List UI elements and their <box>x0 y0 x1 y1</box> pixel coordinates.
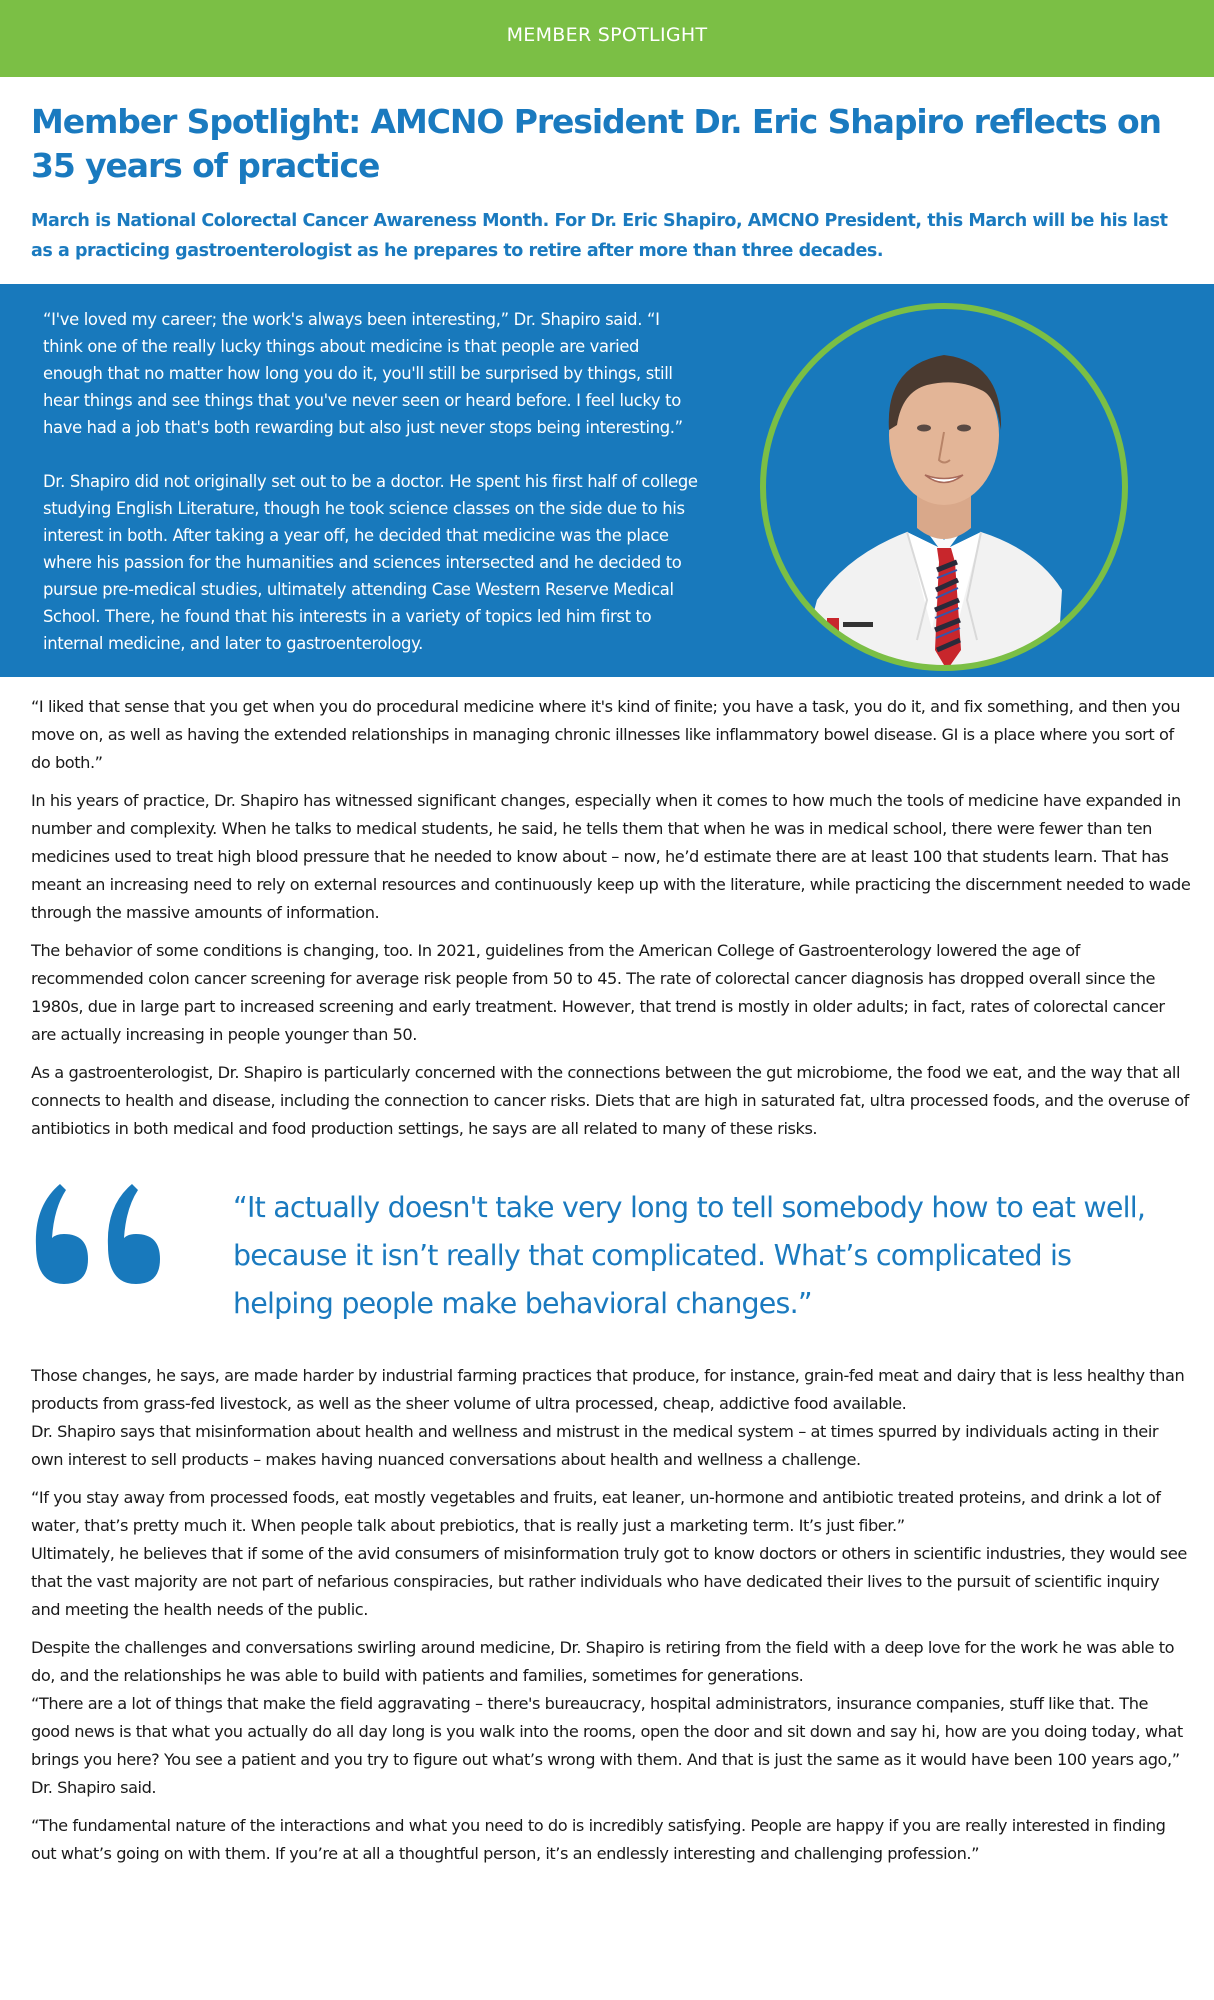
body-paragraph: Ultimately, he believes that if some of the avid consumers of misinformation truly got to know doctors or others in scientific industries, they would see that the vast majority are not part of nefarious conspiracies, but rather individuals who have dedicated their lives to the pursuit of scientific inquiry and meeting the health needs of the public. <box>31 1544 1187 1619</box>
body-paragraph: In his years of practice, Dr. Shapiro has witnessed significant changes, especially when it comes to how much the tools of medicine have expanded in number and complexity. When he talks to medical students, he said, he tells them that when he was in medical school, there were fewer than ten medicines used to treat high blood pressure that he needed to know about – now, he’d estimate there are at least 100 that students learn. That has meant an increasing need to rely on external resources and continuously keep up with the literature, while practicing the discernment needed to wade through the massive amounts of information. <box>31 791 1191 922</box>
body-paragraph: “If you stay away from processed foods, eat mostly vegetables and fruits, eat leaner, un-hormone and antibiotic treated proteins, and drink a lot of water, that’s pretty much it. When people talk about prebiotics, that is really just a marketing term. It’s just fiber.” <box>31 1488 1161 1535</box>
article-body-bottom <box>31 1362 1191 1878</box>
body-paragraph: Despite the challenges and conversations swirling around medicine, Dr. Shapiro is retiring from the field with a deep love for the work he was able to do, and the relationships he was able to build with patients and families, sometimes for generations. <box>31 1638 1175 1685</box>
body-paragraph: “I liked that sense that you get when you do procedural medicine where it's kind of finite; you have a task, you do it, and fix something, and then you move on, as well as having the extended relationships in managing chronic illnesses like inflammatory bowel disease. GI is a place where you sort of do both.” <box>31 697 1181 772</box>
feature-text <box>43 306 703 684</box>
quote-open-icon <box>30 1184 166 1286</box>
body-paragraph: “The fundamental nature of the interactions and what you need to do is incredibly satisfying. People are happy if you are really interested in finding out what’s going on with them. If you’re at all a thoughtful person, it’s an endlessly interesting and challenging profession.” <box>31 1816 1166 1863</box>
section-label: MEMBER SPOTLIGHT <box>506 24 708 46</box>
article-body-top <box>31 693 1191 1153</box>
body-paragraph: Those changes, he says, are made harder by industrial farming practices that produce, for instance, grain-fed meat and dairy that is less healthy than products from grass-fed livestock, as well as the sheer volume of ultra processed, cheap, addictive food available. <box>31 1366 1185 1413</box>
feature-paragraph: Dr. Shapiro did not originally set out to be a doctor. He spent his first half of college studying English Literature, though he took science classes on the side due to his interest in both. After taking a year off, he decided that medicine was the place where his passion for the humanities and sciences intersected and he decided to pursue pre-medical studies, ultimately attending Case Western Reserve Medical School. There, he found that his interests in a variety of topics led him first to internal medicine, and later to gastroenterology. <box>43 472 698 653</box>
article-subtitle: March is National Colorectal Cancer Awareness Month. For Dr. Eric Shapiro, AMCNO President, this March will be his last as a practicing gastroenterologist as he prepares to retire after more than three decades. <box>31 211 1168 261</box>
pull-quote <box>0 1170 1214 1320</box>
feature-paragraph: “I've loved my career; the work's always been interesting,” Dr. Shapiro said. “I think one of the really lucky things about medicine is that people are varied enough that no matter how long you do it, you'll still be surprised by things, still hear things and see things that you've never seen or heard before. I feel lucky to have had a job that's both rewarding but also just never stops being interesting.” <box>43 310 683 437</box>
body-paragraph: “There are a lot of things that make the field aggravating – there's bureaucracy, hospital administrators, insurance companies, stuff like that. The good news is that what you actually do all day long is you walk into the rooms, open the door and sit down and say hi, how are you doing today, what brings you here? You see a patient and you try to figure out what’s wrong with them. And that is just the same as it would have been 100 years ago,” Dr. Shapiro said. <box>31 1694 1183 1797</box>
section-header-bar <box>0 0 1214 77</box>
article-title: Member Spotlight: AMCNO President Dr. Eric Shapiro reflects on 35 years of practice <box>31 102 1161 185</box>
body-paragraph: The behavior of some conditions is changing, too. In 2021, guidelines from the American College of Gastroenterology lowered the age of recommended colon cancer screening for average risk people from 50 to 45. The rate of colorectal cancer diagnosis has dropped overall since the 1980s, due in large part to increased screening and early treatment. However, that trend is mostly in older adults; in fact, rates of colorectal cancer are actually increasing in people younger than 50. <box>31 941 1165 1044</box>
body-paragraph: Dr. Shapiro says that misinformation about health and wellness and mistrust in the medical system – at times spurred by individuals acting in their own interest to sell products – makes having nuanced conversations about health and wellness a challenge. <box>31 1422 1159 1469</box>
pull-quote-text: “It actually doesn't take very long to tell somebody how to eat well, because it isn’t really that complicated. What’s complicated is helping people make behavioral changes.” <box>233 1191 1146 1320</box>
feature-band <box>0 284 1214 677</box>
portrait-photo <box>757 300 1131 674</box>
body-paragraph: As a gastroenterologist, Dr. Shapiro is particularly concerned with the connections between the gut microbiome, the food we eat, and the way that all connects to health and disease, including the connection to cancer risks. Diets that are high in saturated fat, ultra processed foods, and the overuse of antibiotics in both medical and food production settings, he says are all related to many of these risks. <box>31 1063 1189 1138</box>
